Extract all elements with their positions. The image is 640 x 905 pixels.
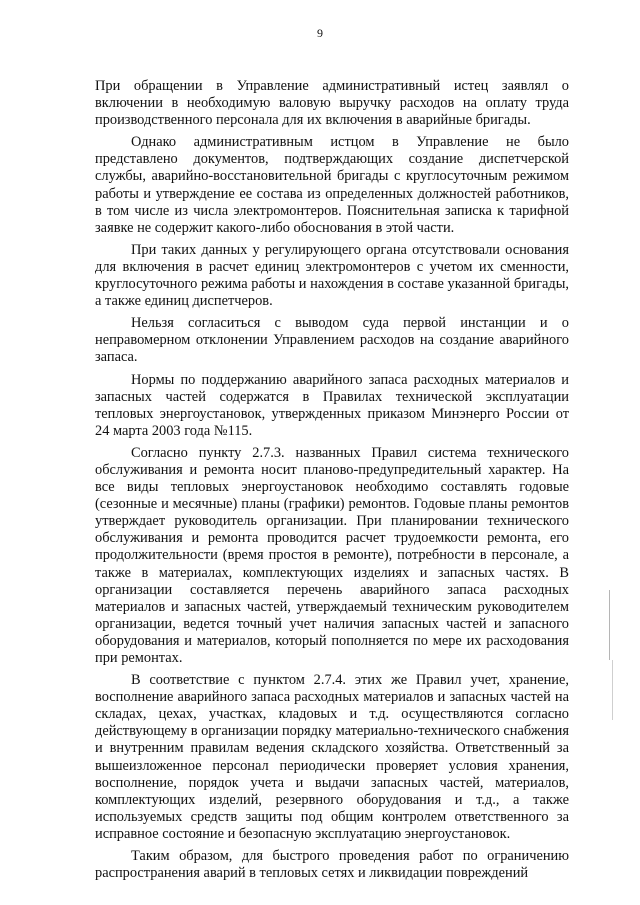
paragraph: В соответствие с пунктом 2.7.4. этих же Правил учет, хранение, восполнение аварийного запаса расходных материалов и запасных частей на складах, цехах, участках, кладовых и т.д. осуществляются согласно действующему в организации порядку материально-технического снабжения и внутренним правилам ведения складского хозяйства. Ответственный за вышеизложенное персонал периодически проверяет условия хранения, восполнение, порядок учета и выдачи запасных частей, материалов, комплектующих изделий, резервного оборудования и т.д., а также используемых средств защиты под общим контролем ответственного за исправное состояние и безопасную эксплуатацию энергоустановок.: [95, 672, 569, 842]
paragraph: Нормы по поддержанию аварийного запаса расходных материалов и запасных частей содержатся в Правилах технической эксплуатации тепловых энергоустановок, утвержденных приказом Минэнерго России от 24 марта 2003 года №115.: [95, 371, 569, 439]
paragraph: Таким образом, для быстрого проведения работ по ограничению распространения аварий в тепловых сетях и ликвидации повреждений: [95, 848, 569, 882]
page-number: 9: [317, 26, 323, 40]
scan-artifact-line: [612, 660, 613, 720]
paragraph: Однако административным истцом в Управление не было представлено документов, подтверждающих создание диспетчерской службы, аварийно-восстановительной бригады с круглосуточным режимом работы и утверждение ее состава из определенных должностей работников, в том числе из числа электромонтеров. Пояснительная записка к тарифной заявке не содержит какого-либо обоснования в этой части.: [95, 134, 569, 236]
document-body: [95, 78, 569, 882]
paragraph: Согласно пункту 2.7.3. названных Правил система технического обслуживания и ремонта носит планово-предупредительный характер. На все виды тепловых энергоустановок необходимо составлять годовые (сезонные и месячные) планы (графики) ремонтов. Годовые планы ремонтов утверждает руководитель организации. При планировании технического обслуживания и ремонта проводится расчет трудоемкости ремонта, его продолжительности (время простоя в ремонте), потребности в персонале, а также в материалах, комплектующих изделиях и запасных частях. В организации составляется перечень аварийного запаса расходных материалов и запасных частей, утверждаемый техническим руководителем организации, ведется точный учет наличия запасных частей и запасного оборудования и материалов, который пополняется по мере их расходования при ремонтах.: [95, 444, 569, 666]
paragraph: Нельзя согласиться с выводом суда первой инстанции и о неправомерном отклонении Управлением расходов на создание аварийного запаса.: [95, 315, 569, 366]
paragraph: При обращении в Управление административный истец заявлял о включении в необходимую валовую выручку расходов на оплату труда производственного персонала для их включения в аварийные бригады.: [95, 78, 569, 129]
scan-artifact-line: [609, 590, 610, 660]
paragraph: При таких данных у регулирующего органа отсутствовали основания для включения в расчет единиц электромонтеров с учетом их сменности, круглосуточного режима работы и нахождения в составе указанной бригады, а также единиц диспетчеров.: [95, 241, 569, 310]
